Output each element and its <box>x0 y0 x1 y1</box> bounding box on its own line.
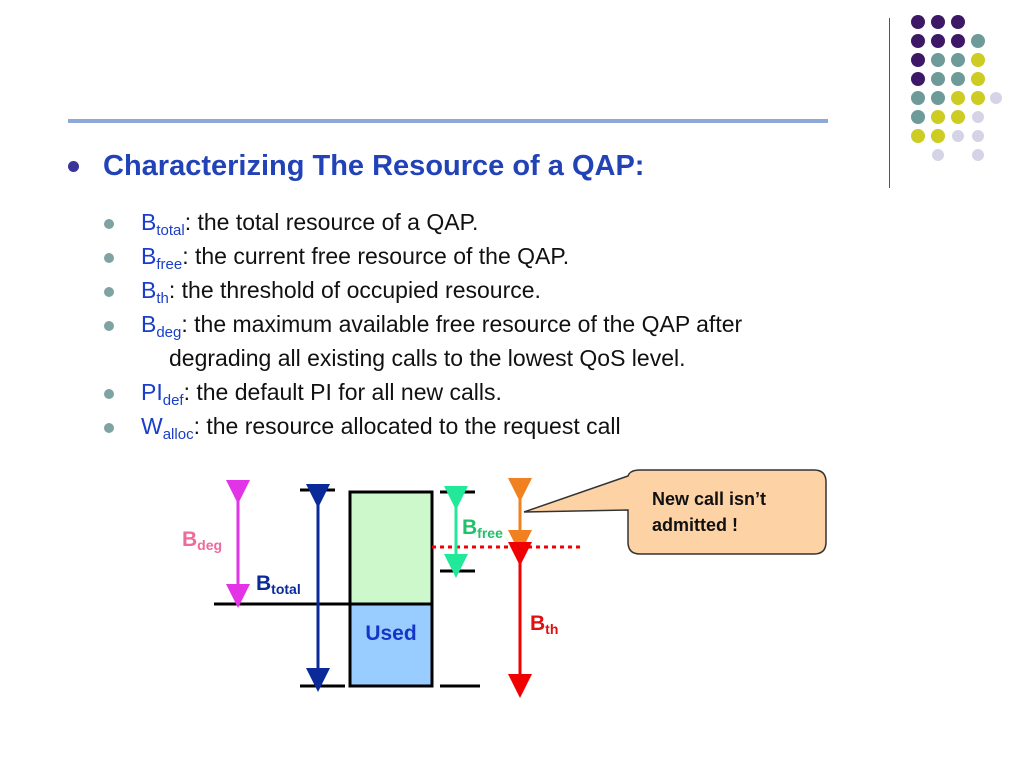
symbol-main: B <box>141 209 157 235</box>
callout-text <box>652 486 822 538</box>
item-text: : the resource allocated to the request call <box>193 413 621 439</box>
deg-label-sub: deg <box>197 537 223 553</box>
item-text: : the default PI for all new calls. <box>183 379 502 405</box>
callout-line-2: admitted ! <box>652 515 739 535</box>
item-text: : the threshold of occupied resource. <box>168 277 541 303</box>
free-label <box>462 516 503 540</box>
threshold-label-main: B <box>530 612 546 635</box>
symbol-subscript: def <box>162 392 184 409</box>
used-label: Used <box>365 622 417 645</box>
threshold-label <box>530 612 558 636</box>
symbol-main: PI <box>141 379 163 405</box>
symbol-main: W <box>141 413 163 439</box>
symbol-subscript: free <box>156 256 183 273</box>
free-label-main: B <box>462 516 478 539</box>
symbol-subscript: deg <box>156 324 182 341</box>
item-text: : the maximum available free resource of the QAP after <box>181 311 743 337</box>
total-label-main: B <box>256 572 272 595</box>
threshold-label-sub: th <box>545 621 559 637</box>
free-label-sub: free <box>477 525 503 541</box>
free-resource-block <box>350 492 432 604</box>
symbol-subscript: alloc <box>162 426 194 443</box>
symbol-main: B <box>141 277 157 303</box>
symbol-main: B <box>141 311 157 337</box>
heading-text: Characterizing The Resource of a QAP: <box>103 150 645 182</box>
item-text: : the total resource of a QAP. <box>184 209 479 235</box>
symbol-main: B <box>141 243 157 269</box>
total-label <box>256 572 301 596</box>
deg-label <box>182 528 222 552</box>
symbol-subscript: total <box>156 222 185 239</box>
item-text: : the current free resource of the QAP. <box>182 243 570 269</box>
symbol-subscript: th <box>156 290 169 307</box>
item-text-continued: degrading all existing calls to the lowest QoS level. <box>169 345 686 371</box>
deg-label-main: B <box>182 528 198 551</box>
callout-line-1: New call isn’t <box>652 489 767 509</box>
total-label-sub: total <box>271 581 301 597</box>
